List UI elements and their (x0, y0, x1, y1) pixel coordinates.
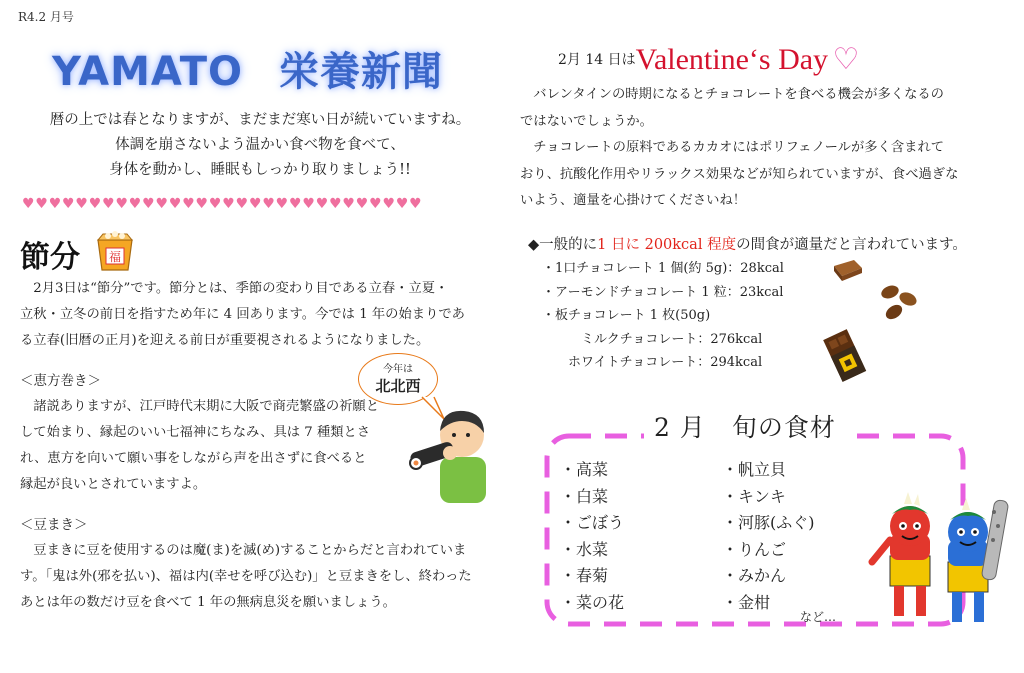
setsubun-line: 立秋・立冬の前日を指すため年に 4 回あります。今では 1 年の始まりであ (20, 307, 465, 322)
masthead-title (52, 40, 443, 97)
intro-line: 身体を動かし、睡眠もしっかり取りましょう!! (109, 162, 411, 178)
ehoumaki-line: して始まり、縁起のいい七福神にちなみ、具は 7 種類とさ (20, 425, 371, 440)
setsubun-title: 節分 (20, 240, 80, 275)
seasonal-list-vegetables (560, 457, 624, 616)
intro-text (20, 108, 500, 183)
calorie-item: ・アーモンドチョコレート 1 粒：23kcal (542, 284, 784, 300)
ehoumaki-title: ＜恵方巻き＞ (20, 373, 101, 389)
seasonal-item: ・菜の花 (560, 592, 625, 612)
mamemaki-line: 豆まきに豆を使用するのは魔(ま)を滅(め)することからだと言われていま (20, 543, 467, 558)
valentine-line: チョコレートの原料であるカカオにはポリフェノールが多く含まれて (520, 140, 945, 155)
seasonal-item: ・白菜 (560, 486, 609, 506)
speech-small: 今年は (383, 364, 413, 375)
seasonal-item: ・帆立貝 (722, 460, 787, 479)
intro-line: 体調を崩さないよう温かい食べ物を食べて、 (115, 137, 405, 153)
seasonal-item: ・キンキ (722, 486, 786, 506)
valentine-line: いよう、適量を心掛けてくださいね！ (520, 193, 747, 208)
seasonal-etc: など… (800, 610, 837, 624)
intro-line: 暦の上では春となりますが、まだまだ寒い日が続いていますね。 (49, 112, 471, 128)
seasonal-item: ・高菜 (560, 460, 609, 479)
speech-direction: 北北西 (375, 377, 421, 395)
valentine-line: ではないでしょうか。 (520, 113, 653, 129)
seasonal-item: ・河豚(ふぐ) (722, 513, 815, 532)
issue-label: R4.2 月号 (18, 10, 74, 24)
calorie-lead-a: ◆一般的に (528, 237, 598, 253)
valentine-heading (558, 42, 859, 77)
valentine-body (520, 82, 958, 215)
heart-icon: ♡ (832, 43, 860, 76)
calorie-lead-red: 1 日に 200kcal 程度 (597, 237, 737, 253)
calorie-lead-b: の間食が適量だと言われています。 (736, 237, 967, 253)
fukumasu-icon (94, 228, 136, 272)
seasonal-item: ・ごぼう (560, 513, 625, 532)
ehoumaki-line: 縁起が良いとされていますよ。 (20, 477, 207, 492)
seasonal-item: ・りんご (722, 539, 787, 559)
fuku-label: 福 (108, 250, 122, 264)
mamemaki-title: ＜豆まき＞ (20, 517, 88, 533)
seasonal-item: ・みかん (722, 566, 787, 585)
chocolate-bar-icon (818, 326, 874, 384)
oni-pair-icon (866, 490, 1016, 640)
calorie-item: ミルクチョコレート：276kcal (542, 331, 763, 347)
calorie-item: ホワイトチョコレート：294kcal (542, 355, 763, 370)
almond-chocolate-icon (876, 282, 922, 322)
calorie-item: ・1口チョコレート 1 個(約 5g)：28kcal (542, 261, 784, 276)
seasonal-item: ・金柑 (722, 592, 771, 612)
seasonal-list-other (722, 457, 815, 616)
red-oni-icon (872, 492, 930, 616)
mamemaki-line: あとは年の数だけ豆を食べて 1 年の無病息災を願いましょう。 (20, 595, 396, 610)
hearts-divider: ♥♥♥♥♥♥♥♥♥♥♥♥♥♥♥♥♥♥♥♥♥♥♥♥♥♥♥♥♥♥ (22, 196, 423, 212)
ehoumaki-line: 諸説ありますが、江戸時代末期に大阪で商売繁盛の祈願と (20, 399, 380, 414)
mamemaki-line: す。「鬼は外(邪を払い)、福は内(幸せを呼び込む)」と豆まきをし、終わった (20, 569, 472, 584)
seasonal-item: ・春菊 (560, 566, 609, 585)
setsubun-line: る立春(旧暦の正月)を迎える前日が重要視されるようになりました。 (20, 333, 430, 348)
seasonal-title: 2 月 旬の食材 (644, 408, 846, 444)
calorie-lead (528, 233, 967, 257)
setsubun-line: 2月3日は“節分”です。節分とは、季節の変わり目である立春・立夏・ (20, 281, 449, 296)
masthead-jp: 栄養新聞 (279, 49, 444, 95)
masthead-en: YAMATO (52, 49, 244, 95)
valentine-date: 2月 14 日は (558, 52, 636, 68)
valentine-title: Valentine‘s Day (635, 43, 829, 76)
chocolate-piece-icon (830, 256, 864, 282)
ehoumaki-line: れ、恵方を向いて願い事をしながら声を出さずに食べると (20, 451, 367, 466)
setsubun-body (20, 276, 472, 616)
ehoumaki-boy-icon (406, 395, 498, 505)
valentine-line: バレンタインの時期になるとチョコレートを食べる機会が多くなるの (520, 87, 944, 102)
blue-oni-icon (948, 498, 1009, 622)
seasonal-item: ・水菜 (560, 539, 609, 559)
valentine-line: おり、抗酸化作用やリラックス効果などが知られていますが、食べ過ぎな (520, 166, 959, 182)
calorie-item: ・板チョコレート 1 枚(50g) (542, 308, 711, 323)
